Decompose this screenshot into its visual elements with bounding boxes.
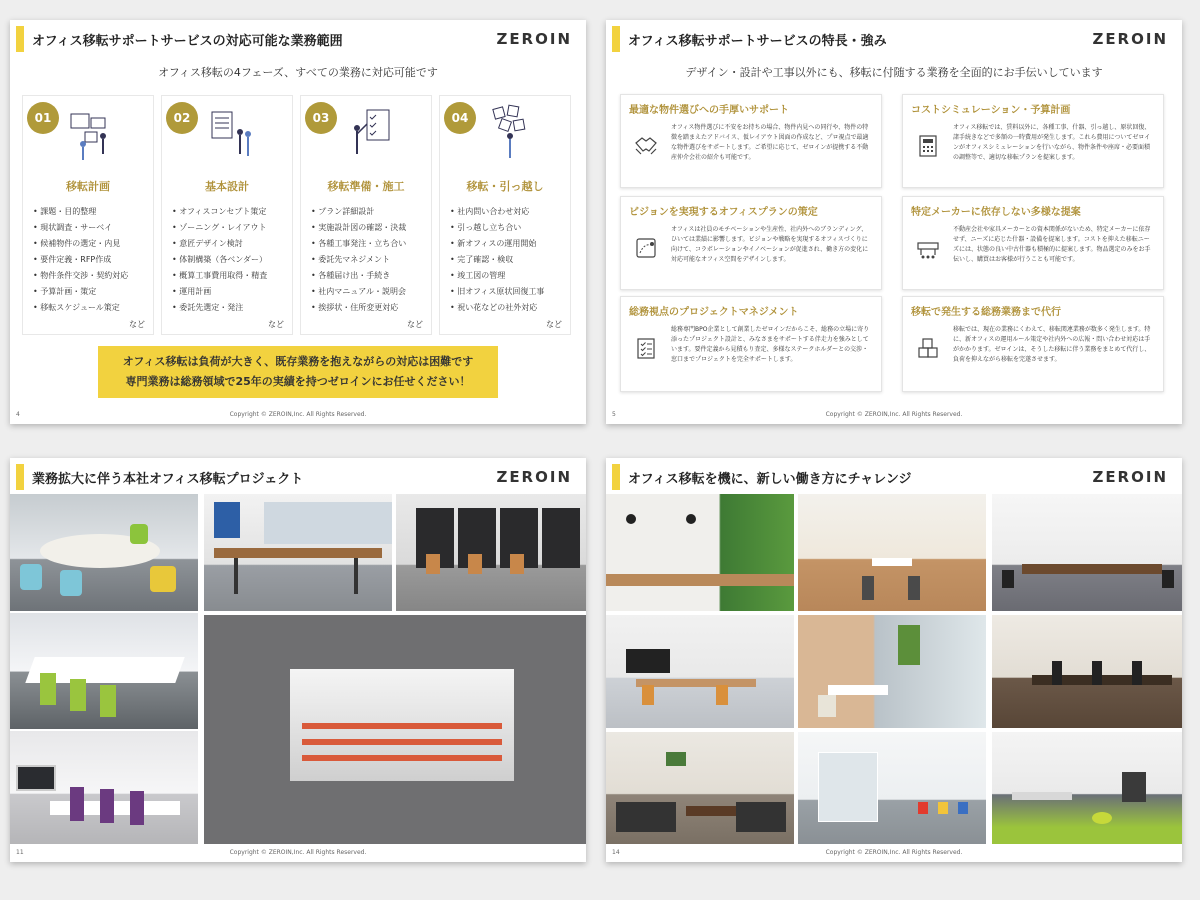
list-item: • 実施設計図の確認・決裁 (311, 220, 406, 236)
slide-title: オフィス移転を機に、新しい働き方にチャレンジ (612, 464, 912, 490)
checklist-illustration-icon (341, 104, 401, 164)
office-photo (396, 494, 586, 611)
card-title: 最適な物件選びへの手厚いサポート (629, 105, 789, 116)
list-item: • 竣工図の管理 (450, 268, 544, 284)
checklist-icon (633, 335, 659, 361)
feature-card-vision (620, 196, 882, 290)
list-item: • 完了確認・検収 (450, 252, 544, 268)
list-item: • 予算計画・策定 (33, 284, 128, 300)
phase-task-list (172, 204, 267, 316)
list-item: • 要件定義・RFP作成 (33, 252, 128, 268)
card-body: オフィス移転では、賃料以外に、各種工事、什器、引っ越し、原状回復、諸手続きなどで多額の一時費用が発生します。これら費用についてゼロインがオフィスシミュレーションを行いながら、物件条件や座席・必要面積の調整等で、適切な移転プランを提案します。 (953, 124, 1151, 161)
card-title: 特定メーカーに依存しない多様な提案 (911, 207, 1081, 218)
phase-title: 移転・引っ越し (466, 180, 544, 193)
callout-line: オフィス移転は負荷が大きく、既存業務を抱えながらの対応は困難です (122, 355, 474, 368)
boxes-icon (915, 335, 941, 361)
office-photo (992, 732, 1182, 844)
brand-logo: ZEROIN (496, 468, 572, 486)
feature-card-property (620, 94, 882, 188)
office-photo (606, 615, 794, 728)
slide-subtitle: デザイン・設計や工事以外にも、移転に付随する業務を全面的にお手伝いしています (685, 66, 1103, 79)
list-item: • 候補物件の選定・内見 (33, 236, 128, 252)
list-item: • 課題・目的整理 (33, 204, 128, 220)
brand-logo: ZEROIN (1092, 30, 1168, 48)
list-item: • プラン詳細設計 (311, 204, 406, 220)
etc-label: など (129, 320, 145, 329)
copyright: Copyright © ZEROIN,Inc. All Rights Reserved. (825, 849, 963, 856)
etc-label: など (268, 320, 284, 329)
phase-number-badge: 02 (166, 102, 198, 134)
list-item: • 委託先選定・発注 (172, 300, 267, 316)
office-photo (204, 494, 392, 611)
phase-card-4 (439, 95, 571, 335)
copyright: Copyright © ZEROIN,Inc. All Rights Reserved. (229, 849, 367, 856)
card-title: 総務視点のプロジェクトマネジメント (629, 307, 799, 318)
phase-task-list (311, 204, 406, 316)
office-photo (798, 615, 986, 728)
list-item: • 社内問い合わせ対応 (450, 204, 544, 220)
list-item: • 物件条件交渉・契約対応 (33, 268, 128, 284)
moving-boxes-illustration-icon (480, 104, 540, 164)
list-item: • 移転スケジュール策定 (33, 300, 128, 316)
list-item: • 概算工事費用取得・精査 (172, 268, 267, 284)
page-number: 14 (612, 849, 620, 856)
card-body: 移転では、現在の業務にくわえて、移転関連業務が数多く発生します。特に、新オフィスの運用ルール策定や社内外への広報・問い合わせ対応は手がかかります。ゼロインは、そうした移転に伴う業務をまとめて代行し、負荷を抑えながら移転を完遂させます。 (953, 326, 1151, 363)
page-number: 11 (16, 849, 24, 856)
feature-card-vendor (902, 196, 1164, 290)
list-item: • 各種工事発注・立ち合い (311, 236, 406, 252)
phase-card-1 (22, 95, 154, 335)
slide-business-scope (10, 20, 586, 424)
office-photo (10, 613, 198, 729)
slide-title: オフィス移転サポートサービスの特長・強み (612, 26, 887, 52)
list-item: • 祝い花などの社外対応 (450, 300, 544, 316)
brand-logo: ZEROIN (496, 30, 572, 48)
page-number: 5 (612, 411, 616, 418)
card-title: ビジョンを実現するオフィスプランの策定 (629, 207, 818, 218)
planning-illustration-icon (63, 104, 123, 164)
card-body: 総務専門BPO企業として創業したゼロインだからこそ、総務の立場に寄り添ったプロジェクト設計と、みなさまをサポートする伴走力を強みとしています。要件定義から見積もり査定、多様なステークホルダーとの交渉・窓口までプロジェクトを完全サポートします。 (671, 326, 870, 363)
list-item: • 体制構築（各ベンダー） (172, 252, 267, 268)
list-item: • ゾーニング・レイアウト (172, 220, 267, 236)
phase-card-2 (161, 95, 293, 335)
page-number: 4 (16, 411, 20, 418)
phase-title: 移転計画 (66, 180, 110, 193)
list-item: • 各種届け出・手続き (311, 268, 406, 284)
feature-card-admin (902, 296, 1164, 392)
slide-hq-project-photos (10, 458, 586, 862)
card-title: コストシミュレーション・予算計画 (911, 105, 1071, 116)
list-item: • 旧オフィス原状回復工事 (450, 284, 544, 300)
calculator-icon (915, 133, 941, 159)
card-body: 不動産会社や家具メーカーとの資本関係がないため、特定メーカーに依存せず、ニーズに応じた什器・設備を提案します。コストを抑えた移転ニーズには、状態の良い中古什器も積極的に提案します。物品選定のみをお手伝いし、購買はお客様が行うことも可能です。 (953, 226, 1151, 263)
phase-card-3 (300, 95, 432, 335)
vision-map-icon (633, 235, 659, 261)
copyright: Copyright © ZEROIN,Inc. All Rights Reserved. (825, 411, 963, 418)
slide-title: 業務拡大に伴う本社オフィス移転プロジェクト (16, 464, 303, 490)
office-photo (10, 731, 198, 844)
brand-logo: ZEROIN (1092, 468, 1168, 486)
list-item: • 意匠デザイン検討 (172, 236, 267, 252)
handshake-icon (633, 133, 659, 159)
list-item: • 社内マニュアル・説明会 (311, 284, 406, 300)
card-body: オフィスは社員のモチベーションや生産性、社内外へのブランディング、ひいては業績に影響します。ビジョンや戦略を実現するオフィスづくりに向けて、コラボレーションやイノベーションが促進され、働き方の変化に対応可能なオフィス空間をデザインします。 (671, 226, 869, 263)
slide-features (606, 20, 1182, 424)
list-item: • 現状調査・サーベイ (33, 220, 128, 236)
list-item: • 運用計画 (172, 284, 267, 300)
office-photo-seminar-room (204, 615, 586, 844)
phase-title: 基本設計 (205, 180, 249, 193)
callout-banner (98, 346, 498, 398)
callout-line: 専門業務は総務領域で25年の実績を持つゼロインにお任せください！ (125, 375, 471, 388)
etc-label: など (546, 320, 562, 329)
phase-task-list (33, 204, 128, 316)
office-photo (10, 494, 198, 611)
phase-number-badge: 01 (27, 102, 59, 134)
phase-task-list (450, 204, 544, 316)
phase-number-badge: 03 (305, 102, 337, 134)
slide-subtitle: オフィス移転の4フェーズ、すべての業務に対応可能です (158, 66, 438, 79)
office-photo (798, 732, 986, 844)
feature-card-cost (902, 94, 1164, 188)
office-photo (798, 494, 986, 611)
slide-new-workstyle-photos (606, 458, 1182, 862)
card-body: オフィス物件選びに不安をお持ちの場合、物件内見への同行や、物件の特徴を踏まえたアドバイス、仮レイアウト図面の作成など、プロ視点で最適な物件選びをサポートします。ご希望に応じて、ゼロインが提携する不動産仲介会社の紹介も可能です。 (671, 124, 869, 161)
furniture-icon (915, 235, 941, 261)
office-photo (992, 615, 1182, 728)
office-photo (606, 732, 794, 844)
office-photo (992, 494, 1182, 611)
etc-label: など (407, 320, 423, 329)
list-item: • 引っ越し立ち合い (450, 220, 544, 236)
list-item: • オフィスコンセプト策定 (172, 204, 267, 220)
office-photo (606, 494, 794, 611)
design-illustration-icon (202, 104, 262, 164)
card-title: 移転で発生する総務業務まで代行 (911, 307, 1061, 318)
phase-title: 移転準備・施工 (327, 180, 405, 193)
list-item: • 委託先マネジメント (311, 252, 406, 268)
feature-card-pm (620, 296, 882, 392)
list-item: • 挨拶状・住所変更対応 (311, 300, 406, 316)
copyright: Copyright © ZEROIN,Inc. All Rights Reserved. (229, 411, 367, 418)
list-item: • 新オフィスの運用開始 (450, 236, 544, 252)
slide-title: オフィス移転サポートサービスの対応可能な業務範囲 (16, 26, 343, 52)
phase-number-badge: 04 (444, 102, 476, 134)
